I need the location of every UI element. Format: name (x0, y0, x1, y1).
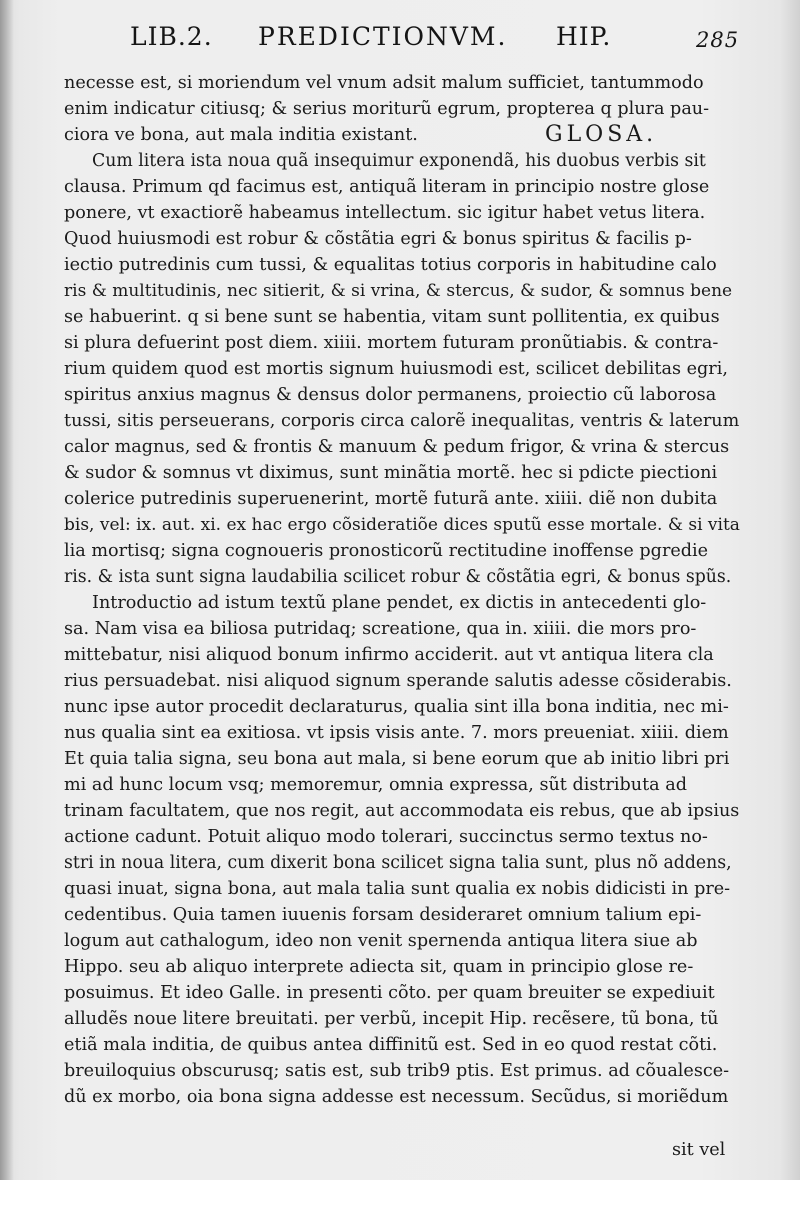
text-line: & sudor & somnus vt diximus, sunt minãtia mortẽ. hec si pdicte piectioni (64, 463, 718, 483)
text-line: iectio putredinis cum tussi, & equalitas totius corporis in habitudine calo (64, 255, 717, 275)
body-text (64, 70, 744, 1110)
text-line: Quod huiusmodi est robur & cõstãtia egri & bonus spiritus & facilis p- (64, 229, 692, 249)
text-line: nunc ipse autor procedit declaraturus, qualia sint illa bona inditia, nec mi- (64, 697, 729, 717)
text-line: Et quia talia signa, seu bona aut mala, si bene eorum que ab initio libri pri (64, 749, 730, 769)
text-line: posuimus. Et ideo Galle. in presenti cõto. per quam breuiter se expediuit (64, 983, 715, 1003)
text-line: lia mortisq; signa cognoueris pronosticorũ rectitudine inoffense pgredie (64, 541, 709, 561)
text-line: necesse est, si moriendum vel vnum adsit malum sufficiet, tantummodo (64, 73, 704, 93)
text-line: breuiloquius obscurusq; satis est, sub trib9 ptis. Est primus. ad cõualesce- (64, 1061, 730, 1081)
glosa-heading: GLOSA. (545, 122, 658, 147)
text-line: si plura defuerint post diem. xiiii. mortem futuram pronũtiabis. & contra- (64, 333, 719, 353)
text-line: spiritus anxius magnus & densus dolor permanens, proiectio cũ laborosa (64, 385, 717, 405)
text-line: nus qualia sint ea exitiosa. vt ipsis visis ante. 7. mors preueniat. xiiii. diem (64, 723, 729, 743)
text-line: cedentibus. Quia tamen iuuenis forsam desideraret omnium talium epi- (64, 905, 702, 925)
text-line: stri in noua litera, cum dixerit bona scilicet signa talia sunt, plus nõ addens, (64, 853, 732, 873)
text-line: se habuerint. q si bene sunt se habentia, vitam sunt pollitentia, ex quibus (64, 307, 720, 327)
text-line: logum aut cathalogum, ideo non venit spernenda antiqua litera siue ab (64, 931, 698, 951)
text-line: enim indicatur citiusq; & serius moriturũ egrum, propterea q plura pau- (64, 99, 710, 119)
running-head-author: HIP. (556, 22, 612, 51)
text-line: etiã mala inditia, de quibus antea diffinitũ est. Sed in eo quod restat cõti. (64, 1035, 718, 1055)
text-line: quasi inuat, signa bona, aut mala talia sunt qualia ex nobis didicisti in pre- (64, 879, 731, 899)
text-line: bis, vel: ix. aut. xi. ex hac ergo cõsideratiõe dices sputũ esse mortale. & si vita (64, 515, 740, 535)
text-line: rius persuadebat. nisi aliquod signum sperande salutis adesse cõsiderabis. (64, 671, 732, 691)
text-line: alludẽs noue litere breuitati. per verbũ, incepit Hip. recẽsere, tũ bona, tũ (64, 1009, 719, 1029)
text-line: colerice putredinis superuenerint, mortẽ futurã ante. xiiii. diẽ non dubita (64, 489, 718, 509)
text-line: Introductio ad istum textũ plane pendet, ex dictis in antecedenti glo- (92, 593, 707, 613)
page-bottom-margin (0, 1180, 800, 1218)
text-line: Hippo. seu ab aliquo interprete adiecta sit, quam in principio glose re- (64, 957, 694, 977)
text-line: Cum litera ista noua quã insequimur exponendã, his duobus verbis sit (92, 151, 706, 171)
running-head-book: LIB.2. (130, 22, 213, 51)
text-line: dũ ex morbo, oia bona signa addesse est necessum. Secũdus, si moriẽdum (64, 1087, 729, 1107)
catchword: sit vel (672, 1140, 726, 1160)
binding-shadow (0, 0, 14, 1218)
text-line: mi ad hunc locum vsq; memoremur, omnia expressa, sũt distributa ad (64, 775, 687, 795)
text-line: tussi, sitis perseuerans, corporis circa calorẽ inequalitas, ventris & laterum (64, 411, 740, 431)
text-line: sa. Nam visa ea biliosa putridaq; screatione, qua in. xiiii. die mors pro- (64, 619, 697, 639)
text-line: rium quidem quod est mortis signum huiusmodi est, scilicet debilitas egri, (64, 359, 728, 379)
running-head-title: PREDICTIONVM. (258, 22, 508, 51)
text-line: ciora ve bona, aut mala inditia existant. (64, 125, 418, 145)
text-line: mittebatur, nisi aliquod bonum infirmo acciderit. aut vt antiqua litera cla (64, 645, 714, 665)
text-line: trinam facultatem, que nos regit, aut accommodata eis rebus, que ab ipsius (64, 801, 740, 821)
text-line: ris & multitudinis, nec sitierit, & si vrina, & stercus, & sudor, & somnus bene (64, 281, 733, 301)
folio-number: 285 (696, 28, 740, 52)
text-line: ponere, vt exactiorẽ habeamus intellectum. sic igitur habet vetus litera. (64, 203, 706, 223)
running-head (64, 22, 744, 58)
text-line: ris. & ista sunt signa laudabilia scilicet robur & cõstãtia egri, & bonus spũs. (64, 567, 732, 587)
text-line: actione cadunt. Potuit aliquo modo tolerari, succinctus sermo textus no- (64, 827, 708, 847)
text-line: calor magnus, sed & frontis & manuum & pedum frigor, & vrina & stercus (64, 437, 730, 457)
text-line: clausa. Primum qd facimus est, antiquã literam in principio nostre glose (64, 177, 710, 197)
